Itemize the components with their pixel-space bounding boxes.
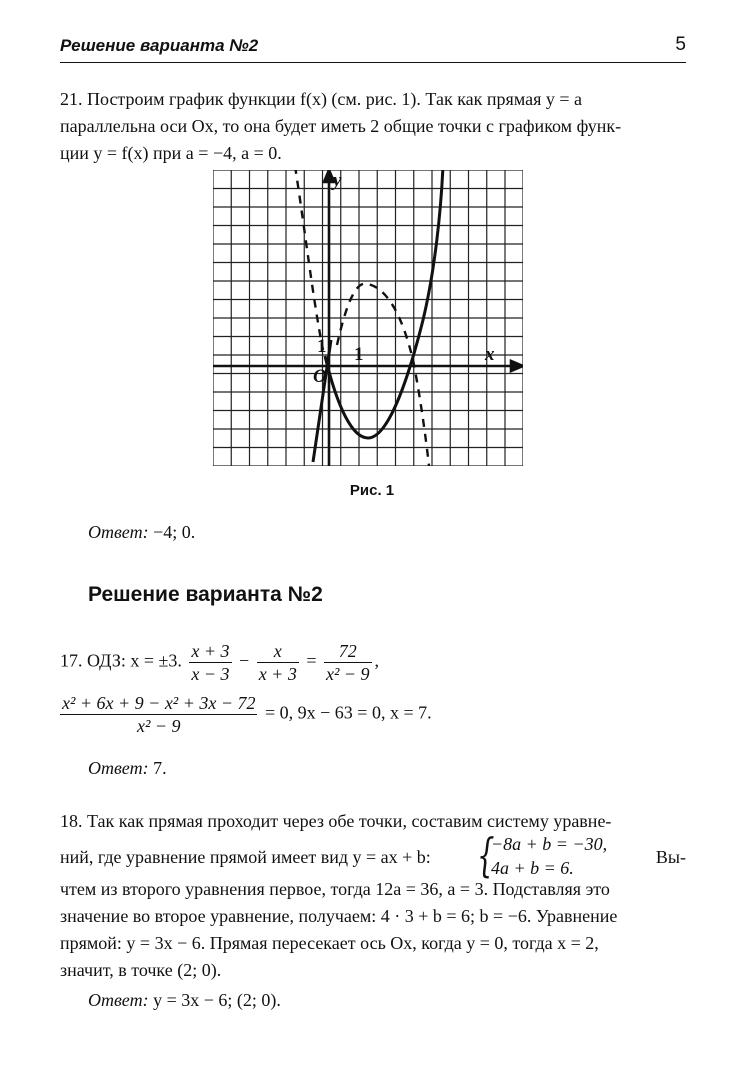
problem-17-line-1 [60,640,686,685]
graph-grid [213,170,523,466]
answer-label: Ответ: [88,990,149,1010]
dashed-hump [337,284,429,466]
problem-18-line-4: значение во второе уравнение, получаем: 4 · 3 + b = 6; b = −6. Уравнение [60,906,618,926]
problem-21-line-3: ции y = f(x) при a = −4, a = 0. [60,143,282,163]
fraction-2-denominator: x + 3 [258,664,297,684]
problem-17-tail: = 0, 9x − 63 = 0, x = 7. [264,702,432,723]
problem-18-line-3: чтем из второго уравнения первое, тогда 12a = 36, a = 3. Подставляя это [60,879,610,899]
problem-18-line-2-start: ний, где уравнение прямой имеет вид y = ax + b: [60,847,431,867]
fraction-3 [324,640,372,685]
fraction-4-numerator: x² + 6x + 9 − x² + 3x − 72 [62,693,256,713]
answer-label: Ответ: [88,522,149,542]
function-graph [213,170,523,466]
equation-system [477,828,608,882]
comma: , [374,650,380,671]
figure-caption: Рис. 1 [349,482,395,499]
fraction-2 [257,640,299,685]
dashed-left-branch [295,170,323,350]
system-row-1: −8a + b = −30, [491,834,608,854]
solid-parabola [325,170,443,438]
y-axis-label: y [333,170,342,191]
page-number: 5 [675,34,686,55]
problem-21-answer [88,522,195,543]
problem-17-line-2 [60,692,686,737]
problem-18-line-5: прямой: y = 3x − 6. Прямая пересекает ось Ox, когда y = 0, тогда x = 2, [60,933,599,953]
x-axis-label: x [485,344,495,365]
answer-value: y = 3x − 6; (2; 0). [153,990,281,1010]
problem-18-rest [60,876,686,984]
solid-curves [313,170,443,462]
x-axis-arrow [511,361,523,371]
problem-18-answer [88,990,281,1011]
fraction-3-denominator: x² − 9 [325,664,370,684]
section-title: Решение варианта №2 [88,583,323,606]
fraction-1 [189,640,231,685]
problem-18-line-1: 18. Так как прямая проходит через обе точки, составим систему уравне- [60,811,612,831]
origin-label: O [313,366,327,387]
answer-label: Ответ: [88,758,149,778]
fraction-1-denominator: x − 3 [191,664,230,684]
problem-17-answer [88,758,167,779]
problem-18-line-2 [60,828,686,882]
minus-sign: − [239,650,250,671]
problem-18-line-6: значит, в точке (2; 0). [60,960,222,980]
equals-sign: = [306,650,317,671]
problem-21-line-2: параллельна оси Ox, то она будет иметь 2 общие точки с графиком функ- [60,116,622,136]
fraction-3-numerator: 72 [324,640,372,663]
problem-18-line-2-end: Вы- [655,847,686,867]
unit-x-label: 1 [354,344,364,365]
answer-value: 7. [153,758,167,778]
fraction-2-numerator: x [257,640,299,663]
fraction-4-denominator: x² − 9 [136,716,181,736]
running-title: Решение варианта №2 [60,36,259,55]
problem-17-odz: 17. ОДЗ: x = ±3. [60,650,182,671]
fraction-1-numerator: x + 3 [191,641,230,661]
system-row-2: 4a + b = 6. [491,858,574,878]
problem-21-line-1: 21. Построим график функции f(x) (см. рис. 1). Так как прямая y = a [60,89,582,109]
problem-21-text [60,86,686,167]
system-brace: { [477,828,495,882]
fraction-4 [60,692,257,737]
graph-svg [213,170,523,466]
running-head [60,36,686,63]
answer-value: −4; 0. [153,522,196,542]
unit-y-label: 1 [317,336,327,357]
